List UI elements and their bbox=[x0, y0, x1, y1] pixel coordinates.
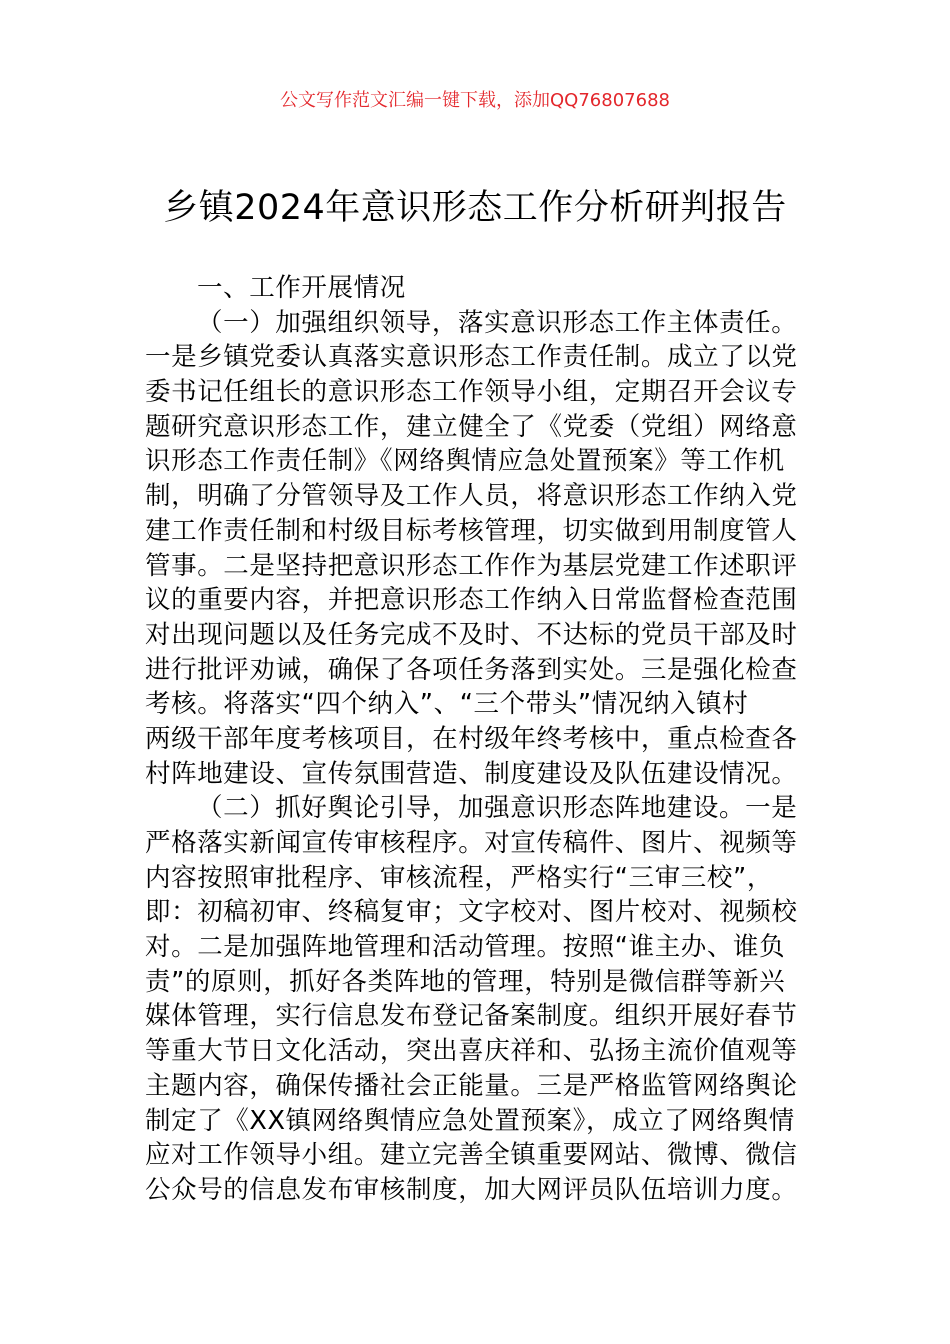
paragraph-line: 公众号的信息发布审核制度，加大网评员队伍培训力度。 bbox=[145, 1174, 798, 1205]
paragraph-line: 应对工作领导小组。建立完善全镇重要网站、微博、微信 bbox=[145, 1140, 798, 1171]
paragraph-line: 对。二是加强阵地管理和活动管理。按照“谁主办、谁负 bbox=[145, 932, 786, 963]
paragraph-line: 主题内容，确保传播社会正能量。三是严格监管网络舆论 bbox=[145, 1070, 798, 1101]
paragraph-line: 责”的原则，抓好各类阵地的管理，特别是微信群等新兴 bbox=[145, 966, 786, 997]
paragraph-line: 题研究意识形态工作，建立健全了《党委（党组）网络意 bbox=[145, 411, 798, 442]
paragraph-line: 内容按照审批程序、审核流程，严格实行“三审三校”， bbox=[145, 862, 773, 893]
paragraph-line: 委书记任组长的意识形态工作领导小组，定期召开会议专 bbox=[145, 377, 798, 408]
paragraph-line: 等重大节日文化活动，突出喜庆祥和、弘扬主流价值观等 bbox=[145, 1036, 798, 1067]
paragraph-line: 制定了《XX镇网络舆情应急处置预案》，成立了网络舆情 bbox=[145, 1105, 795, 1136]
paragraph-line: 议的重要内容，并把意识形态工作纳入日常监督检查范围 bbox=[145, 585, 798, 616]
document-title: 乡镇2024年意识形态工作分析研判报告 bbox=[163, 188, 787, 228]
paragraph-line: 村阵地建设、宣传氛围营造、制度建设及队伍建设情况。 bbox=[145, 758, 798, 789]
paragraph-line: 制，明确了分管领导及工作人员，将意识形态工作纳入党 bbox=[145, 481, 798, 512]
section-heading: 一、工作开展情况 bbox=[197, 273, 406, 303]
paragraph-line: 识形态工作责任制》《网络舆情应急处置预案》等工作机 bbox=[145, 446, 785, 477]
download-banner: 公文写作范文汇编一键下载，添加QQ76807688 bbox=[280, 90, 670, 111]
paragraph-line: 媒体管理，实行信息发布登记备案制度。组织开展好春节 bbox=[145, 1001, 798, 1032]
paragraph-line: （一）加强组织领导，落实意识形态工作主体责任。 bbox=[197, 307, 798, 338]
paragraph-line: 进行批评劝诫，确保了各项任务落到实处。三是强化检查 bbox=[145, 654, 798, 685]
paragraph-line: 两级干部年度考核项目，在村级年终考核中，重点检查各 bbox=[145, 723, 798, 754]
paragraph-line: 严格落实新闻宣传审核程序。对宣传稿件、图片、视频等 bbox=[145, 828, 798, 858]
paragraph-line: 对出现问题以及任务完成不及时、不达标的党员干部及时 bbox=[145, 619, 798, 650]
paragraph-line: 考核。将落实“四个纳入”、“三个带头”情况纳入镇村 bbox=[145, 689, 749, 720]
paragraph-line: 一是乡镇党委认真落实意识形态工作责任制。成立了以党 bbox=[145, 342, 798, 373]
paragraph-line: 即：初稿初审、终稿复审；文字校对、图片校对、视频校 bbox=[145, 897, 798, 928]
paragraph-line: 建工作责任制和村级目标考核管理，切实做到用制度管人 bbox=[145, 515, 798, 546]
document-body bbox=[145, 271, 825, 1208]
paragraph-line: （二）抓好舆论引导，加强意识形态阵地建设。一是 bbox=[197, 793, 798, 824]
paragraph-line: 管事。二是坚持把意识形态工作作为基层党建工作述职评 bbox=[145, 550, 798, 581]
